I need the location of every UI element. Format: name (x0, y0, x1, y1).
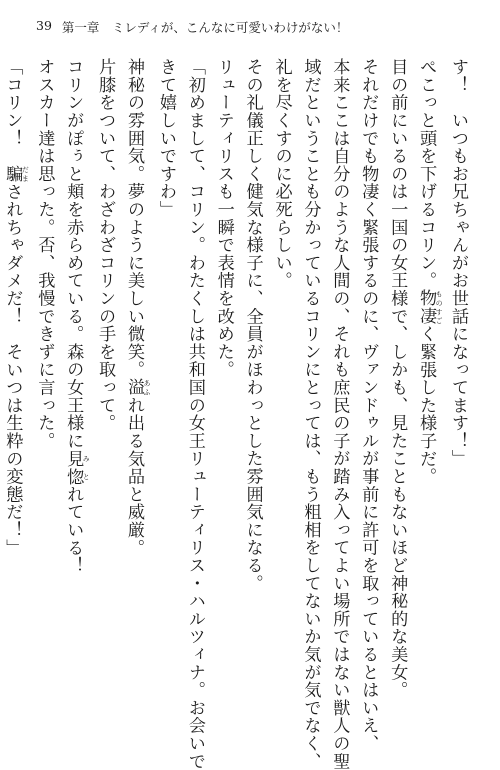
ruby-reading: みと (82, 449, 91, 486)
text-line: 片膝をついて、わざわざコリンの手を取って。 (95, 58, 116, 432)
ruby-reading: ものすご (435, 289, 444, 325)
novel-body-text (2, 58, 472, 770)
ruby-annotation: 溢 あふ (124, 378, 152, 397)
text-line: 礼を尽くすのに必死らしい。 (271, 58, 292, 290)
text-line: その礼儀正しく健気な様子に、全員がほわっとした雰囲気になる。 (242, 58, 263, 592)
text-line: リューティリスも一瞬で表情を改めた。 (213, 58, 234, 379)
page-number: 39 (36, 18, 52, 33)
ruby-annotation: 見惚 みと (63, 449, 91, 486)
text-line: 神秘の雰囲気。夢のように美しい微笑。溢 あふれ出る気品と威厳。 (124, 58, 152, 557)
ruby-reading: だま (21, 164, 30, 183)
text-line: 本来ここは自分のような人間の、それも庶民の子が踏み入ってよい場所ではない獣人の聖 (329, 58, 350, 770)
page-header (36, 18, 348, 36)
text-line: きて嬉しいですわ」 (155, 58, 176, 219)
ruby-reading: あふ (143, 378, 152, 397)
text-line: ぺこっと頭を下げるコリン。物凄 ものすごく緊張した様子だ。 (416, 58, 444, 486)
chapter-title: 第一章 ミレディが、こんなに可愛いわけがない！ (61, 20, 349, 35)
text-line: それだけでも物凄く緊張するのに、ヴァンドゥルが事前に許可を取っているとはいえ、 (358, 58, 379, 753)
text-line: 目の前にいるのは一国の女王様で、しかも、見たこともないほど神秘的な美女。 (387, 58, 408, 699)
text-line: コリンがぽぅと頬を赤らめている。森の女王様に見惚 みとれている！ (63, 58, 91, 575)
ruby-annotation: 騙 だま (2, 164, 30, 183)
text-line: す！ いつもお兄ちゃんがお世話になってます！」 (448, 58, 468, 468)
text-line: 「コリン！ 騙 だまされちゃダメだ！ そいつは生粋の変態だ！」 (2, 58, 30, 557)
text-line: 域だということも分かっているコリンにとっては、もう粗相をしてないか気が気でなく、 (300, 58, 321, 770)
text-line: 「初めまして、コリン。わたくしは共和国の女王リューティリス・ハルツィナ。お会いで (184, 58, 205, 770)
text-line: オスカー達は思った。否、我慢できずに言った。 (34, 58, 55, 450)
ruby-annotation: 物凄 ものすご (416, 289, 444, 326)
